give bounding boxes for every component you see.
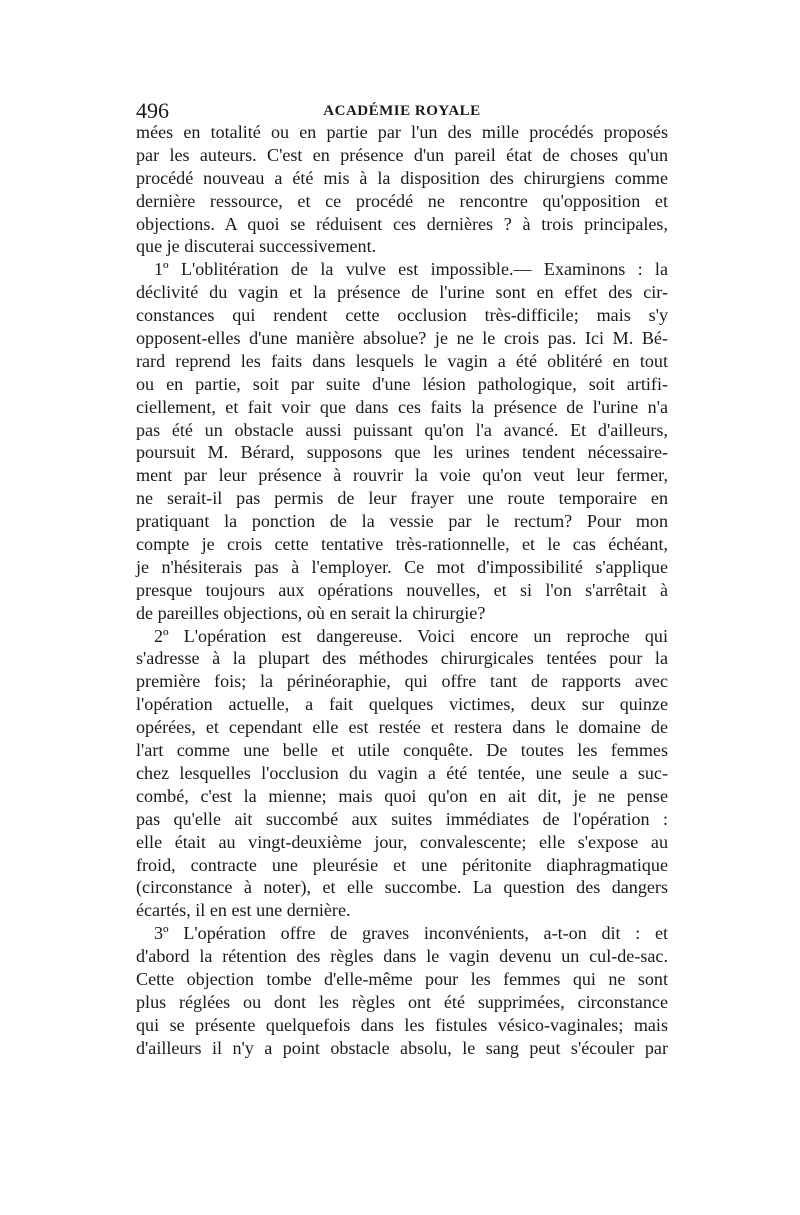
text-line: constances qui rendent cette occlusion très-difficile; mais s'y bbox=[136, 305, 668, 326]
text-line: poursuit M. Bérard, supposons que les urines tendent nécessaire- bbox=[136, 442, 668, 463]
text-line: 3º L'opération offre de graves inconvénients, a-t-on dit : et bbox=[154, 923, 668, 944]
text-line: Cette objection tombe d'elle-même pour les femmes qui ne sont bbox=[136, 968, 668, 989]
text-line: chez lesquelles l'occlusion du vagin a été tentée, une seule a suc- bbox=[136, 762, 668, 783]
page-number: 496 bbox=[136, 98, 169, 123]
text-line: je n'hésiterais pas à l'employer. Ce mot d'impossibilité s'applique bbox=[136, 556, 668, 577]
body-text bbox=[136, 121, 668, 1060]
text-line: mées en totalité ou en partie par l'un des mille procédés proposés bbox=[136, 122, 668, 142]
text-line: ne serait-il pas permis de leur frayer une route temporaire en bbox=[136, 488, 668, 509]
text-line: qui se présente quelquefois dans les fistules vésico-vaginales; mais bbox=[136, 1014, 668, 1035]
text-line: dernière ressource, et ce procédé ne rencontre qu'opposition et bbox=[136, 190, 668, 211]
text-line: ment par leur présence à rouvrir la voie qu'on veut leur fermer, bbox=[136, 465, 668, 486]
text-line: pratiquant la ponction de la vessie par le rectum? Pour mon bbox=[136, 511, 668, 532]
text-line: pas qu'elle ait succombé aux suites immédiates de l'opération : bbox=[136, 808, 668, 829]
running-head: ACADÉMIE ROYALE bbox=[323, 103, 481, 119]
text-line: (circonstance à noter), et elle succombe. La question des dangers bbox=[136, 877, 668, 898]
text-line: objections. A quoi se réduisent ces dernières ? à trois principales, bbox=[136, 213, 668, 234]
text-line: s'adresse à la plupart des méthodes chirurgicales tentées pour la bbox=[136, 648, 668, 669]
text-line: 2º L'opération est dangereuse. Voici encore un reproche qui bbox=[154, 625, 668, 646]
text-line: de pareilles objections, où en serait la chirurgie? bbox=[136, 602, 486, 623]
text-line: première fois; la périnéoraphie, qui offre tant de rapports avec bbox=[136, 671, 668, 692]
text-line: opposent-elles d'une manière absolue? je ne le crois pas. Ici M. Bé- bbox=[136, 328, 668, 349]
text-line: écartés, il en est une dernière. bbox=[136, 900, 351, 921]
text-line: combé, c'est la mienne; mais quoi qu'on en ait dit, je ne pense bbox=[136, 785, 668, 806]
text-line: que je discuterai successivement. bbox=[136, 236, 377, 257]
text-line: froid, contracte une pleurésie et une péritonite diaphragmatique bbox=[136, 854, 668, 875]
text-line: d'abord la rétention des règles dans le vagin devenu un cul-de-sac. bbox=[136, 946, 668, 967]
text-line: pas été un obstacle aussi puissant qu'on l'a avancé. Et d'ailleurs, bbox=[136, 419, 668, 440]
text-line: d'ailleurs il n'y a point obstacle absolu, le sang peut s'écouler par bbox=[136, 1037, 668, 1058]
text-line: ciellement, et fait voir que dans ces faits la présence de l'urine n'a bbox=[136, 396, 668, 417]
text-line: déclivité du vagin et la présence de l'urine sont en effet des cir- bbox=[136, 282, 668, 303]
text-line: l'art comme une belle et utile conquête. De toutes les femmes bbox=[136, 740, 668, 761]
text-line: compte je crois cette tentative très-rationnelle, et le cas échéant, bbox=[136, 534, 668, 555]
text-line: plus réglées ou dont les règles ont été supprimées, circonstance bbox=[136, 991, 668, 1012]
text-line: par les auteurs. C'est en présence d'un pareil état de choses qu'un bbox=[136, 144, 668, 165]
text-line: procédé nouveau a été mis à la disposition des chirurgiens comme bbox=[136, 167, 668, 188]
text-line: 1º L'oblitération de la vulve est impossible.— Examinons : la bbox=[154, 259, 668, 280]
text-line: rard reprend les faits dans lesquels le vagin a été oblitéré en tout bbox=[136, 350, 668, 371]
text-line: elle était au vingt-deuxième jour, convalescente; elle s'expose au bbox=[136, 831, 668, 852]
text-line: ou en partie, soit par suite d'une lésion pathologique, soit artifi- bbox=[136, 373, 668, 394]
text-line: presque toujours aux opérations nouvelles, et si l'on s'arrêtait à bbox=[136, 579, 668, 600]
text-line: opérées, et cependant elle est restée et restera dans le domaine de bbox=[136, 717, 668, 738]
text-line: l'opération actuelle, a fait quelques victimes, deux sur quinze bbox=[136, 694, 668, 715]
